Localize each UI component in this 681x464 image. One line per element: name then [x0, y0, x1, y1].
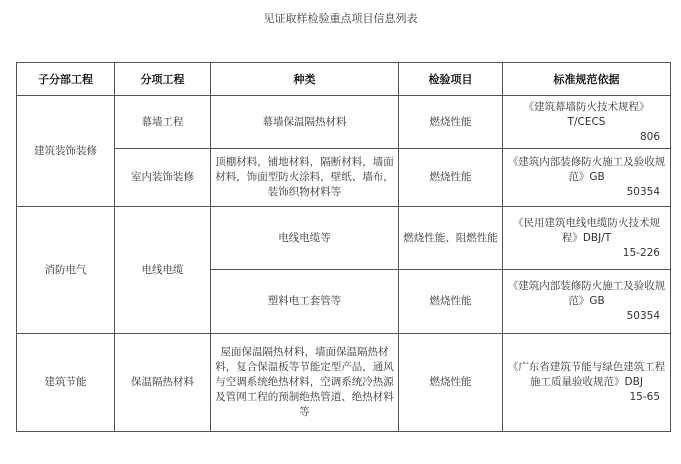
- standard-cell: [503, 96, 671, 149]
- table-row: [17, 149, 671, 207]
- kind-cell: 电线电缆等: [211, 207, 399, 270]
- item-cell: 室内装饰装修: [115, 149, 211, 207]
- item-cell: 幕墙工程: [115, 96, 211, 149]
- table-row: [17, 96, 671, 149]
- header-standard: 标准规范依据: [503, 63, 671, 96]
- subdivision-cell: 消防电气: [17, 207, 115, 334]
- standard-number: 50354: [626, 186, 660, 198]
- kind-cell: 顶棚材料，铺地材料，隔断材料，墙面材料，饰面型防火涂料，壁纸、墙布，装饰织物材料等: [211, 149, 399, 207]
- standard-code: T/CECS: [567, 115, 606, 128]
- subdivision-cell: 建筑节能: [17, 334, 115, 432]
- standard-name: 《建筑内部装修防火施工及验收规范》GB: [507, 156, 666, 183]
- header-test: 检验项目: [399, 63, 503, 96]
- standard-number: 15-65: [629, 391, 660, 403]
- standard-cell: [503, 149, 671, 207]
- test-cell: 燃烧性能: [399, 334, 503, 432]
- table-row: [17, 207, 671, 270]
- inspection-table: [16, 62, 671, 432]
- table-row: [17, 334, 671, 432]
- standard-number: 15-226: [622, 246, 660, 259]
- kind-cell: 屋面保温隔热材料，墙面保温隔热材料，复合保温板等节能定型产品，通风与空调系统绝热材料，空调系统冷热源及管网工程的预制绝热管道、绝热材料等: [211, 334, 399, 432]
- kind-cell: 塑料电工套管等: [211, 270, 399, 334]
- standard-cell: [503, 270, 671, 334]
- standard-cell: [503, 334, 671, 432]
- item-cell: 保温隔热材料: [115, 334, 211, 432]
- standard-cell: [503, 207, 671, 270]
- test-cell: 燃烧性能: [399, 149, 503, 207]
- header-item: 分项工程: [115, 63, 211, 96]
- item-cell: 电线电缆: [115, 207, 211, 334]
- header-subdivision: 子分部工程: [17, 63, 115, 96]
- document-title: 见证取样检验重点项目信息列表: [263, 12, 418, 25]
- table-header-row: [17, 63, 671, 96]
- standard-name: 《广东省建筑节能与绿色建筑工程施工质量验收规范》DBJ: [507, 361, 666, 388]
- standard-number: 50354: [626, 310, 660, 322]
- header-kind: 种类: [211, 63, 399, 96]
- standard-name: 《建筑幕墙防火技术规程》: [523, 100, 650, 113]
- subdivision-cell: 建筑装饰装修: [17, 96, 115, 207]
- test-cell: 燃烧性能: [399, 270, 503, 334]
- test-cell: 燃烧性能、阻燃性能: [399, 207, 503, 270]
- standard-number: 806: [639, 130, 660, 143]
- standard-name: 《建筑内部装修防火施工及验收规范》GB: [507, 280, 666, 307]
- test-cell: 燃烧性能: [399, 96, 503, 149]
- kind-cell: 幕墙保温隔热材料: [211, 96, 399, 149]
- standard-name: 《民用建筑电线电缆防火技术规程》DBJ/T: [513, 216, 660, 244]
